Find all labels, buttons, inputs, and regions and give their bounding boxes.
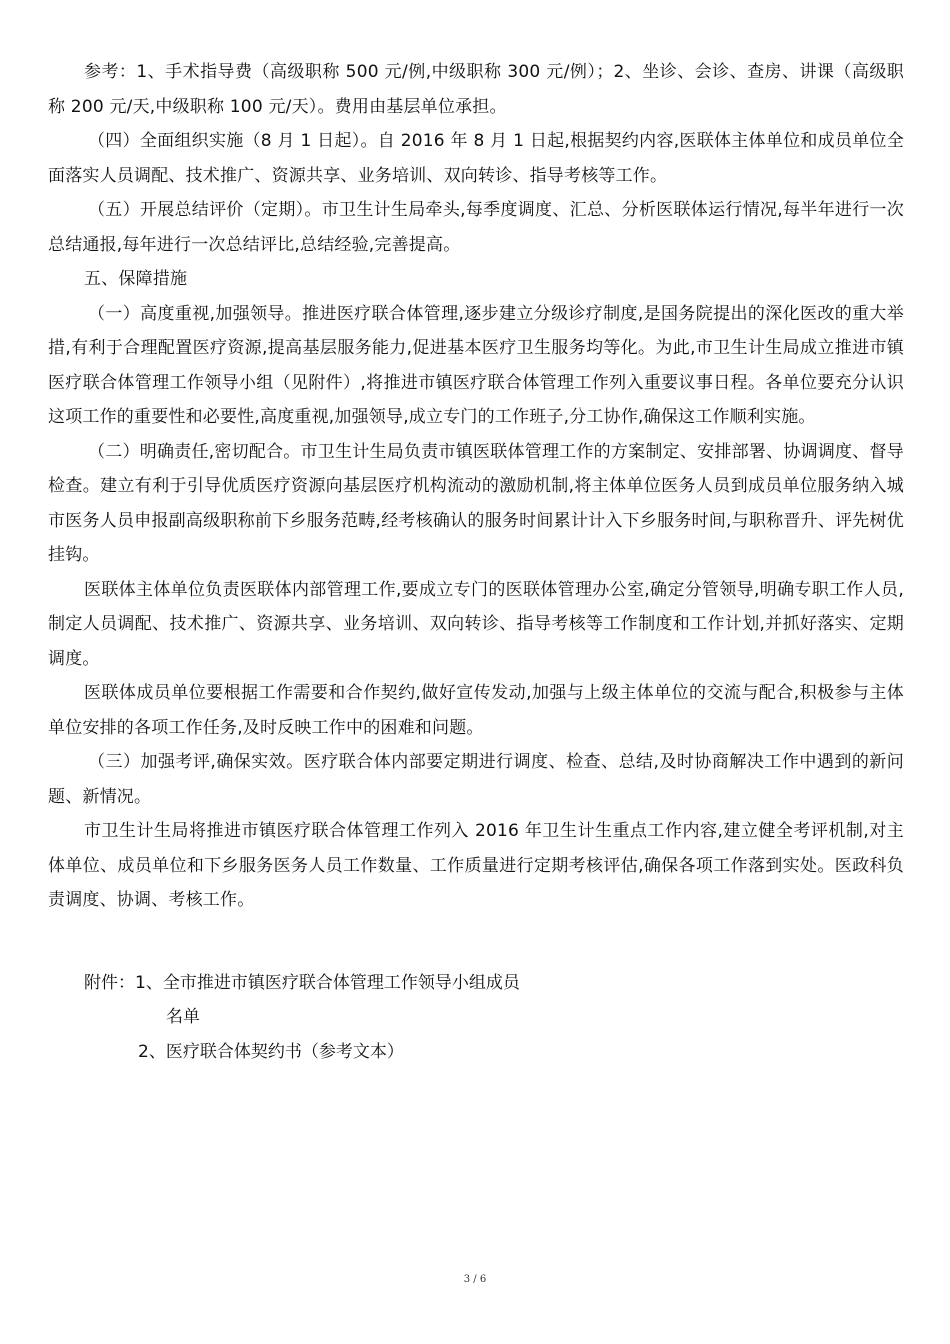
paragraph-section-5-evaluation: （五）开展总结评价（定期）。市卫生计生局牵头,每季度调度、汇总、分析医联体运行情况,每半年进行一次总结通报,每年进行一次总结评比,总结经验,完善提高。 bbox=[48, 200, 904, 255]
paragraph-safeguard-3-evaluation: （三）加强考评,确保实效。医疗联合体内部要定期进行调度、检查、总结,及时协商解决工作中遇到的新问题、新情况。 bbox=[48, 752, 904, 807]
paragraph-main-unit-duties: 医联体主体单位负责医联体内部管理工作,要成立专门的医联体管理办公室,确定分管领导,明确专职工作人员,制定人员调配、技术推广、资源共享、业务培训、双向转诊、指导考核等工作制度和工作计划,并抓好落实、定期调度。 bbox=[48, 579, 904, 669]
document-body bbox=[48, 55, 904, 1069]
heading-safeguard-measures: 五、保障措施 bbox=[84, 269, 188, 289]
paragraph-section-4-implementation: （四）全面组织实施（8 月 1 日起）。自 2016 年 8 月 1 日起,根据契约内容,医联体主体单位和成员单位全面落实人员调配、技术推广、资源共享、业务培训、双向转诊、指导考核等工作。 bbox=[48, 131, 904, 186]
attachments-block bbox=[48, 966, 904, 1070]
page-number: 3 / 6 bbox=[463, 1274, 487, 1285]
paragraph-safeguard-1-leadership: （一）高度重视,加强领导。推进医疗联合体管理,逐步建立分级诊疗制度,是国务院提出的深化医改的重大举措,有利于合理配置医疗资源,提高基层服务能力,促进基本医疗卫生服务均等化。为此,市卫生计生局成立推进市镇医疗联合体管理工作领导小组（见附件）,将推进市镇医疗联合体管理工作列入重要议事日程。各单位要充分认识这项工作的重要性和必要性,高度重视,加强领导,成立专门的工作班子,分工协作,确保这工作顺利实施。 bbox=[48, 303, 904, 427]
paragraph-safeguard-2-responsibility: （二）明确责任,密切配合。市卫生计生局负责市镇医联体管理工作的方案制定、安排部署、协调调度、督导检查。建立有利于引导优质医疗资源向基层医疗机构流动的激励机制,将主体单位医务人员到成员单位服务纳入城市医务人员申报副高级职称前下乡服务范畴,经考核确认的服务时间累计计入下乡服务时间,与职称晋升、评先树优挂钩。 bbox=[48, 441, 904, 565]
spacer bbox=[48, 918, 904, 966]
paragraph-reference-fees: 参考：1、手术指导费（高级职称 500 元/例,中级职称 300 元/例）；2、坐诊、会诊、查房、讲课（高级职称 200 元/天,中级职称 100 元/天）。费用由基层单位承担。 bbox=[48, 62, 904, 117]
attachments-label: 附件： bbox=[84, 972, 135, 993]
attachment-item-2: 2、医疗联合体契约书（参考文本） bbox=[138, 1041, 404, 1062]
attachment-item-1-continuation: 名单 bbox=[166, 1007, 200, 1027]
paragraph-assessment-mechanism: 市卫生计生局将推进市镇医疗联合体管理工作列入 2016 年卫生计生重点工作内容,建立健全考评机制,对主体单位、成员单位和下乡服务医务人员工作数量、工作质量进行定期考核评估,确保各项工作落到实处。医政科负责调度、协调、考核工作。 bbox=[48, 821, 904, 910]
attachment-item-1-title: 1、全市推进市镇医疗联合体管理工作领导小组成员 bbox=[135, 972, 520, 993]
paragraph-member-unit-duties: 医联体成员单位要根据工作需要和合作契约,做好宣传发动,加强与上级主体单位的交流与配合,积极参与主体单位安排的各项工作任务,及时反映工作中的困难和问题。 bbox=[48, 683, 904, 738]
attachment-item-1 bbox=[84, 966, 904, 1001]
